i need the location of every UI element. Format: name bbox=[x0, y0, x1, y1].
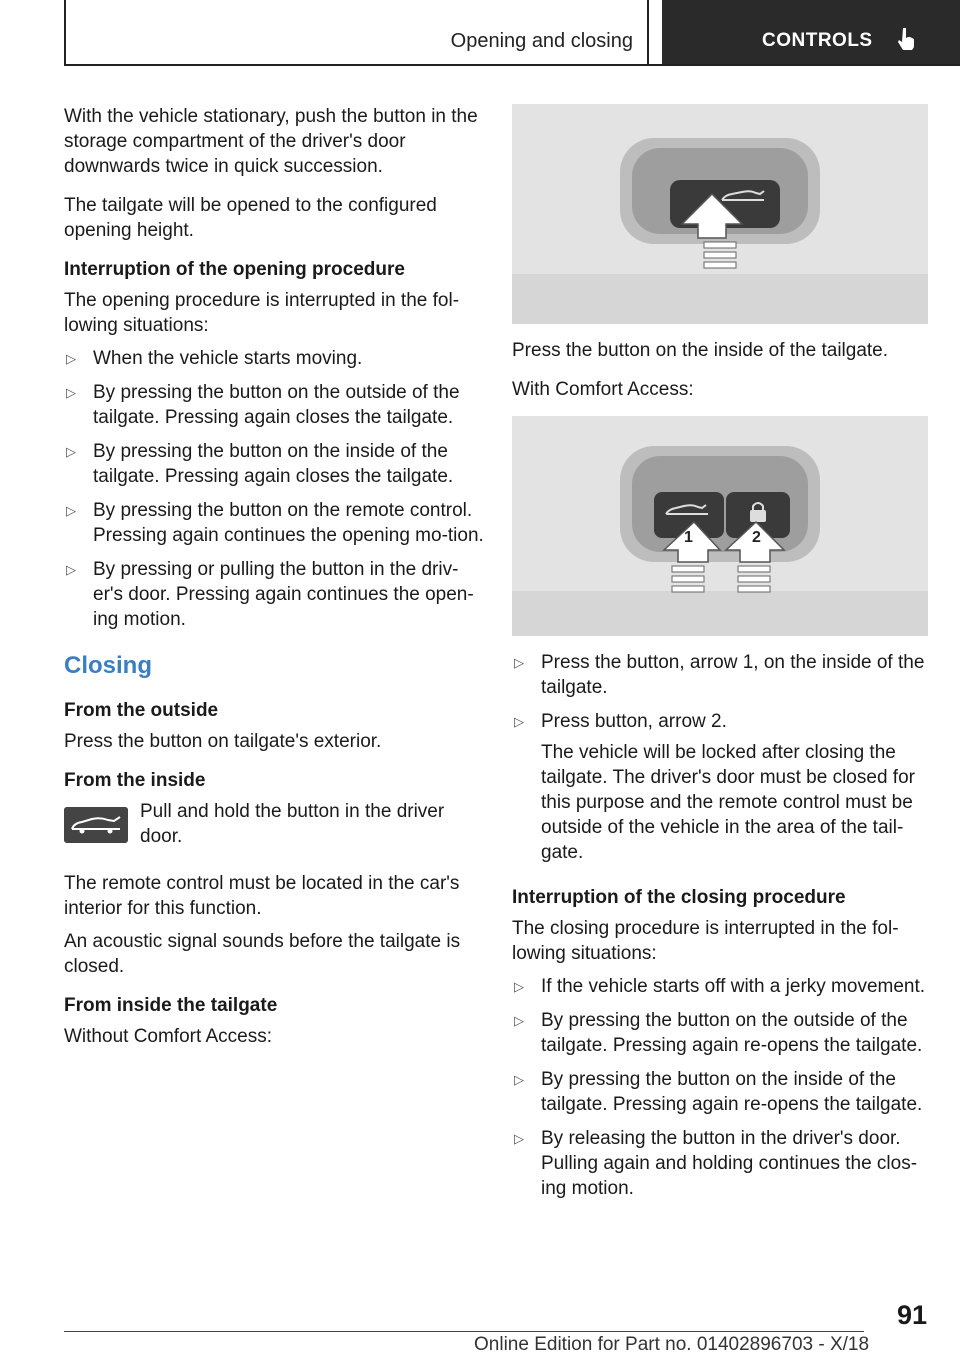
header-section-title: Opening and closing bbox=[450, 30, 633, 52]
page-number: 91 bbox=[897, 1300, 928, 1330]
heading-from-inside: From the inside bbox=[64, 770, 206, 791]
paragraph-from-outside: Press the button on tailgate's exterior. bbox=[64, 731, 382, 752]
list-item: ▷ By pressing the button on the outside of the tailgate. Pressing again closes the tailgate. bbox=[66, 382, 460, 428]
paragraph-interruption-closing: The closing procedure is interrupted in the fol-lowing situations: bbox=[512, 918, 899, 964]
tailgate-car-icon bbox=[64, 807, 128, 843]
heading-closing: Closing bbox=[64, 652, 152, 679]
list-item: ▷ If the vehicle starts off with a jerky movement. bbox=[514, 976, 926, 997]
caption-press-inside: Press the button on the inside of the tailgate. bbox=[512, 340, 889, 361]
paragraph-stationary: With the vehicle stationary, push the button in the storage compartment of the driver's door downwards twice in quick succession. bbox=[64, 106, 478, 177]
list-item: ▷ Press the button, arrow 1, on the inside of the tailgate. bbox=[514, 652, 925, 698]
triangle-bullet-icon: ▷ bbox=[514, 1072, 524, 1087]
header-section-box bbox=[66, 0, 649, 64]
list-item: ▷ By pressing the button on the inside of the tailgate. Pressing again closes the tailgate. bbox=[66, 441, 454, 487]
triangle-bullet-icon: ▷ bbox=[66, 444, 76, 459]
hand-pointer-icon bbox=[894, 26, 920, 52]
triangle-bullet-icon: ▷ bbox=[66, 503, 76, 518]
list-interruption-closing bbox=[512, 974, 932, 1201]
list-item: ▷ By pressing the button on the inside of the tailgate. Pressing again re-opens the tailgate. bbox=[514, 1069, 923, 1115]
list-item: ▷ By releasing the button in the driver's door. Pulling again and holding continues the clos-ing motion. bbox=[514, 1128, 918, 1199]
triangle-bullet-icon: ▷ bbox=[514, 655, 524, 670]
heading-interruption-closing: Interruption of the closing procedure bbox=[512, 887, 846, 908]
driver-door-button-row bbox=[64, 799, 484, 861]
paragraph-interruption-opening: The opening procedure is interrupted in the fol-lowing situations: bbox=[64, 290, 460, 336]
list-interruption-opening bbox=[64, 346, 484, 632]
list-item: ▷ By pressing the button on the outside of the tailgate. Pressing again re-opens the tailgate. bbox=[514, 1010, 923, 1056]
tailgate-button-illustration bbox=[512, 104, 928, 324]
triangle-bullet-icon: ▷ bbox=[66, 385, 76, 400]
arrow-label-1: 1 bbox=[684, 529, 693, 546]
arrow-label-2: 2 bbox=[752, 529, 761, 546]
paragraph-without-comfort: Without Comfort Access: bbox=[64, 1026, 273, 1047]
triangle-bullet-icon: ▷ bbox=[66, 351, 76, 366]
paragraph-acoustic-signal: An acoustic signal sounds before the tailgate is closed. bbox=[64, 931, 461, 977]
paragraph-opening-height: The tailgate will be opened to the configured opening height. bbox=[64, 195, 437, 241]
heading-from-outside: From the outside bbox=[64, 700, 219, 721]
paragraph-with-comfort: With Comfort Access: bbox=[512, 379, 694, 400]
heading-from-inside-tailgate: From inside the tailgate bbox=[64, 995, 278, 1016]
triangle-bullet-icon: ▷ bbox=[514, 1131, 524, 1146]
comfort-buttons-illustration bbox=[512, 416, 928, 636]
paragraph-pull-hold: Pull and hold the button in the driver door. bbox=[140, 801, 445, 847]
triangle-bullet-icon: ▷ bbox=[66, 562, 76, 577]
paragraph-locked-note: The vehicle will be locked after closing the tailgate. The driver's door must be closed for this purpose and the remote control must be outside of the vehicle in the area of the tail-gate. bbox=[541, 742, 915, 863]
footer-edition: Online Edition for Part no. 01402896703 - X/18 bbox=[474, 1334, 870, 1355]
triangle-bullet-icon: ▷ bbox=[514, 979, 524, 994]
heading-interruption-opening: Interruption of the opening procedure bbox=[64, 259, 405, 280]
footer-rule bbox=[64, 1331, 864, 1332]
list-comfort-access bbox=[512, 650, 932, 865]
header-rule bbox=[64, 64, 960, 66]
left-column bbox=[64, 104, 484, 1063]
header-chapter-label: CONTROLS bbox=[762, 30, 873, 51]
list-item: ▷ By pressing or pulling the button in the driv-er's door. Pressing again continues the open-ing motion. bbox=[66, 559, 474, 630]
paragraph-remote-interior: The remote control must be located in the car's interior for this function. bbox=[64, 873, 460, 919]
photo-comfort-buttons bbox=[512, 416, 928, 636]
right-column bbox=[512, 104, 932, 1215]
triangle-bullet-icon: ▷ bbox=[514, 1013, 524, 1028]
list-item: ▷ Press button, arrow 2. The vehicle will be locked after closing the tailgate. The driver's door must be closed for this purpose and the remote control must be outside of the vehicle in the area of the tail-gate. bbox=[512, 709, 932, 865]
triangle-bullet-icon: ▷ bbox=[514, 714, 524, 729]
list-item: ▷ By pressing the button on the remote control. Pressing again continues the opening mo-tion. bbox=[66, 500, 484, 546]
photo-tailgate-button bbox=[512, 104, 928, 324]
header-chapter-tab[interactable] bbox=[662, 0, 960, 66]
list-item: ▷ When the vehicle starts moving. bbox=[66, 348, 363, 369]
